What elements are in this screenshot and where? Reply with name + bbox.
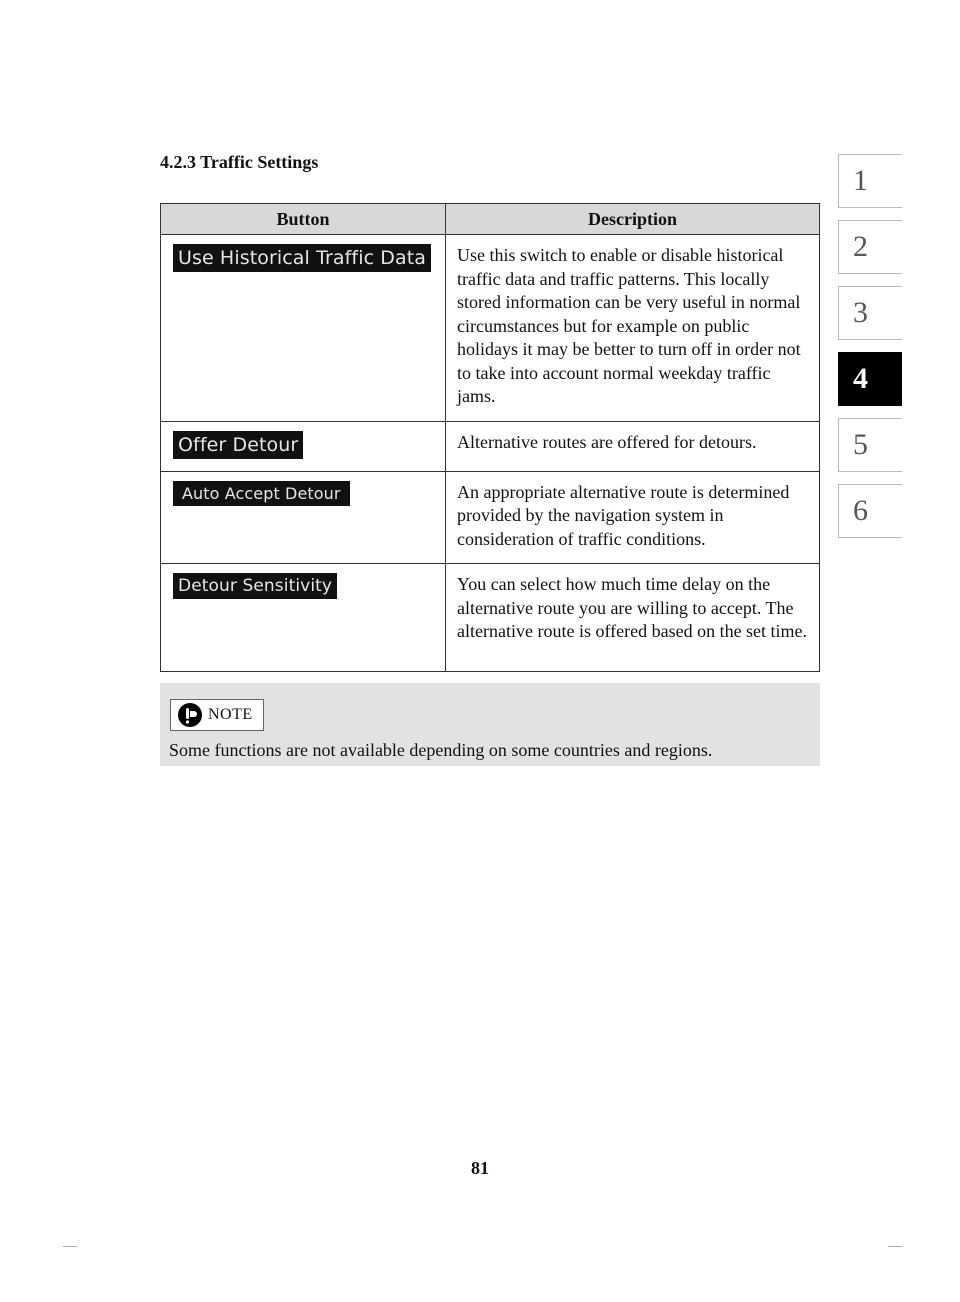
page-number: 81: [471, 1158, 489, 1178]
table-cell-button: [161, 564, 446, 672]
table-row: [161, 471, 820, 564]
chapter-tab-1[interactable]: 1: [838, 154, 902, 208]
table-cell-description: Use this switch to enable or disable historical traffic data and traffic patterns. This locally stored information can be very useful in normal circumstances but for example on public holidays it may be better to turn off in order not to take into account normal weekday traffic jams.: [446, 235, 820, 422]
chapter-tab-2[interactable]: 2: [838, 220, 902, 274]
chapter-tab-3[interactable]: 3: [838, 286, 902, 340]
chapter-tab-5[interactable]: 5: [838, 418, 902, 472]
chapter-tab-4-active[interactable]: 4: [838, 352, 902, 406]
auto-accept-detour-button: Auto Accept Detour: [173, 481, 350, 506]
table-row: [161, 421, 820, 471]
table-row: [161, 235, 820, 422]
column-header-button: Button: [161, 204, 446, 235]
crop-mark-left: [63, 1246, 77, 1247]
detour-sensitivity-button: Detour Sensitivity: [173, 573, 337, 599]
chapter-tab-6[interactable]: 6: [838, 484, 902, 538]
note-badge: [170, 699, 264, 731]
note-text: Some functions are not available depending on some countries and regions.: [169, 740, 713, 760]
note-label: NOTE: [208, 706, 253, 723]
traffic-settings-table: [160, 203, 820, 672]
table-cell-button: [161, 421, 446, 471]
note-box: [160, 683, 820, 766]
table-cell-description: You can select how much time delay on the alternative route you are willing to accept. The alternative route is offered based on the set time.: [446, 564, 820, 672]
use-historical-traffic-data-button: Use Historical Traffic Data: [173, 244, 431, 272]
table-cell-button: [161, 471, 446, 564]
table-header-row: [161, 204, 820, 235]
crop-mark-right: [888, 1246, 902, 1247]
column-header-description: Description: [446, 204, 820, 235]
table-row: [161, 564, 820, 672]
section-title: 4.2.3 Traffic Settings: [160, 152, 319, 172]
note-hand-icon: [177, 702, 205, 728]
table-cell-description: An appropriate alternative route is determined provided by the navigation system in consideration of traffic conditions.: [446, 471, 820, 564]
table-cell-button: [161, 235, 446, 422]
offer-detour-button: Offer Detour: [173, 431, 303, 459]
table-cell-description: Alternative routes are offered for detours.: [446, 421, 820, 471]
